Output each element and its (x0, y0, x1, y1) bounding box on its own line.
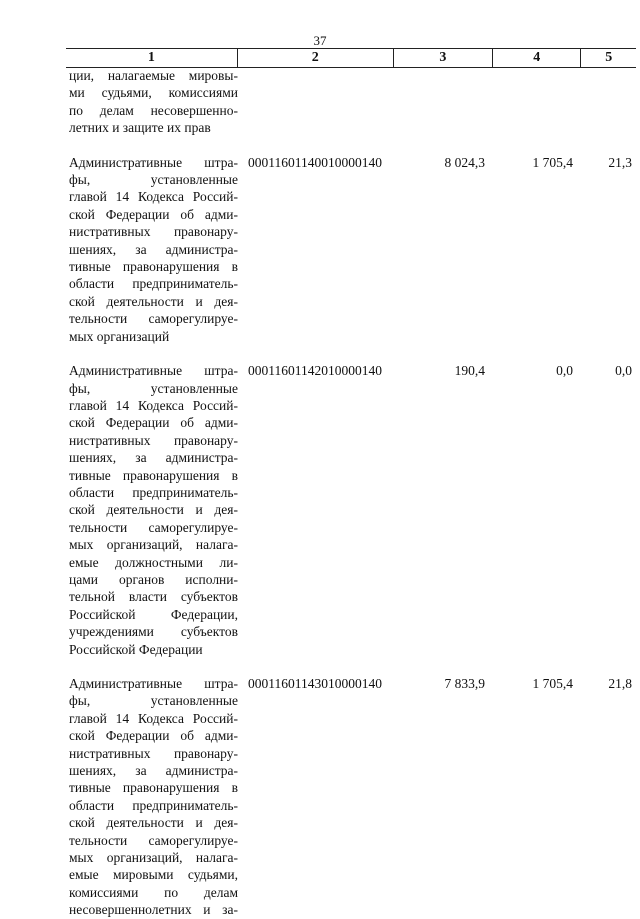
desc-line: главой 14 Кодекса Россий- (69, 397, 238, 413)
desc-line: по делам несовершенно- (69, 102, 238, 118)
desc-line: несовершеннолетних и за- (69, 902, 238, 918)
desc-line: ской Федерации об адми- (69, 415, 238, 431)
row-code: 00011601140010000140 (248, 154, 382, 170)
header-col-1: 1 (66, 49, 238, 67)
desc-line: шениях, за администра- (69, 450, 238, 466)
desc-line: Административные штра- (69, 363, 238, 379)
desc-line: ской деятельности и дея- (69, 502, 238, 518)
desc-line: фы, установленные (69, 380, 238, 396)
desc-line: тельности саморегулируе- (69, 519, 238, 535)
row-description (66, 675, 238, 919)
desc-line: области предприниматель- (69, 276, 238, 292)
desc-line: тивные правонарушения в (69, 467, 238, 483)
desc-line: фы, установленные (69, 693, 238, 709)
desc-line: нистративных правонару- (69, 432, 238, 448)
desc-line: емые должностными ли- (69, 554, 238, 570)
header-col-2: 2 (238, 49, 394, 67)
row-col5-value: 21,8 (608, 676, 632, 691)
table-body (66, 67, 636, 919)
row-description (66, 362, 238, 658)
row-col4-value: 1 705,4 (532, 676, 573, 691)
row-code: 00011601143010000140 (248, 676, 382, 691)
row-col5-value: 0,0 (615, 363, 632, 379)
desc-line: области предприниматель- (69, 797, 238, 813)
desc-line: ми судьями, комиссиями (69, 85, 238, 101)
desc-line: нистративных правонару- (69, 224, 238, 240)
desc-line: мых организаций, налага- (69, 850, 238, 866)
table-row (66, 154, 636, 345)
desc-line: мых организаций, налага- (69, 537, 238, 553)
desc-line: Российской Федерации, (69, 606, 238, 622)
desc-line: ской Федерации об адми- (69, 728, 238, 744)
desc-line: мых организаций (69, 328, 170, 344)
desc-line: Административные штра- (69, 676, 238, 691)
desc-line: тельной власти субъектов (69, 589, 238, 605)
desc-line: области предприниматель- (69, 484, 238, 500)
table-row (66, 675, 636, 919)
page-number: 37 (313, 33, 327, 48)
desc-line: шениях, за администра- (69, 763, 238, 779)
table-header (66, 48, 636, 68)
desc-line: шениях, за администра- (69, 241, 238, 257)
desc-line: Российской Федерации (69, 641, 203, 657)
continuation-description (66, 67, 238, 137)
table-row-continuation (66, 67, 636, 137)
desc-line: тивные правонарушения в (69, 259, 238, 275)
desc-line: емые мировыми судьями, (69, 867, 238, 883)
desc-line: главой 14 Кодекса Россий- (69, 189, 238, 205)
desc-line: фы, установленные (69, 172, 238, 188)
row-col3-value: 7 833,9 (444, 676, 485, 691)
row-col3-value: 8 024,3 (444, 154, 485, 170)
table-row (66, 362, 636, 658)
desc-line: Административные штра- (69, 154, 238, 170)
header-col-4: 4 (493, 49, 581, 67)
row-col4-value: 1 705,4 (532, 154, 573, 170)
desc-line: комиссиями по делам (69, 884, 238, 900)
row-code: 00011601142010000140 (248, 363, 382, 379)
desc-line: тельности саморегулируе- (69, 311, 238, 327)
desc-line: нистративных правонару- (69, 745, 238, 761)
desc-line: главой 14 Кодекса Россий- (69, 710, 238, 726)
desc-line: ции, налагаемые мировы- (69, 68, 238, 83)
desc-line: летних и защите их прав (69, 120, 211, 136)
header-col-3: 3 (394, 49, 493, 67)
desc-line: цами органов исполни- (69, 571, 238, 587)
desc-line: ской деятельности и дея- (69, 815, 238, 831)
row-description (66, 154, 238, 345)
desc-line: тивные правонарушения в (69, 780, 238, 796)
desc-line: тельности саморегулируе- (69, 832, 238, 848)
header-col-5: 5 (605, 50, 613, 65)
desc-line: учреждениями субъектов (69, 624, 238, 640)
row-col4-value: 0,0 (556, 363, 573, 379)
desc-line: ской деятельности и дея- (69, 293, 238, 309)
row-col5-value: 21,3 (608, 154, 632, 170)
desc-line: ской Федерации об адми- (69, 206, 238, 222)
row-col3-value: 190,4 (454, 363, 485, 379)
